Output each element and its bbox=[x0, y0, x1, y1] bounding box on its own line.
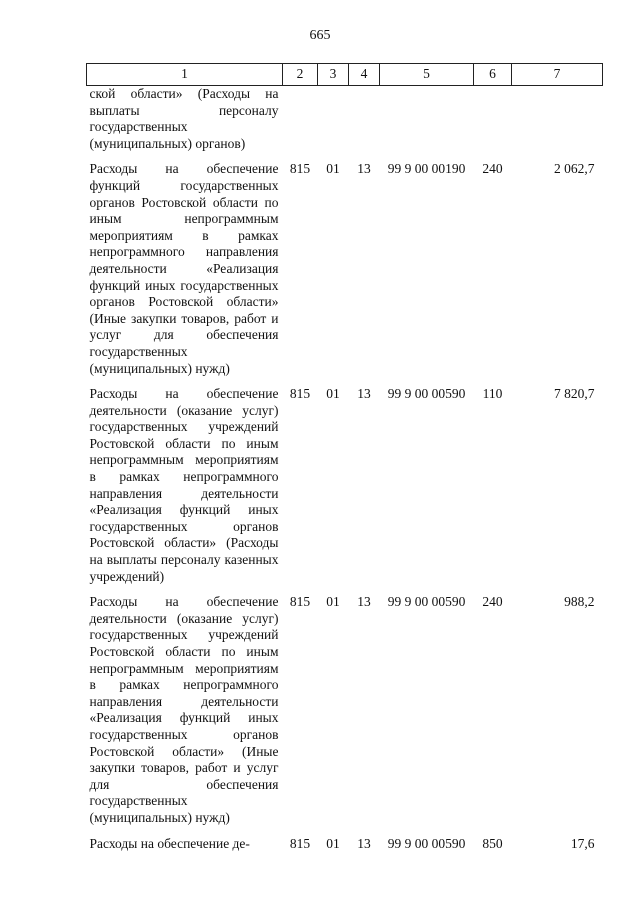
subsection-code: 13 bbox=[357, 594, 371, 610]
amount bbox=[512, 86, 603, 162]
target-article-code: 99 9 00 00590 bbox=[387, 594, 466, 610]
expense-type-code: 850 bbox=[482, 835, 503, 851]
expense-description: Расходы на обеспечение функций государственных органов Ростовской области по иным непрограммным мероприятиям в рамках непрограммного направления деятельности «Реализация функций иных государственных органов Ростовской области» (Иные закупки товаров, работ и услуг для обеспечения государственных (муниципальных) нужд) bbox=[89, 161, 279, 376]
ministry-code: 815 bbox=[289, 594, 311, 610]
subsection-code: 13 bbox=[357, 161, 371, 177]
expense-type-code: 110 bbox=[482, 386, 503, 402]
section-code: 01 bbox=[326, 161, 340, 177]
budget-table bbox=[86, 63, 603, 852]
amount: 2 062,7 bbox=[554, 161, 595, 177]
ministry-code: 815 bbox=[289, 835, 311, 851]
page-number: 665 bbox=[309, 28, 331, 43]
table-row bbox=[87, 86, 603, 162]
expense-description: Расходы на обеспечение де- bbox=[89, 835, 250, 851]
expense-description: Расходы на обеспечение деятельности (оказание услуг) государственных учреждений Ростовской области по иным непрограммным мероприятиям в рамках непрограммного направления деятельности «Реализация функций иных государственных органов Ростовской области» (Расходы на выплаты персоналу казенных учреждений) bbox=[89, 386, 279, 584]
expense-description: Расходы на обеспечение деятельности (оказание услуг) государственных учреждений Ростовской области по иным непрограммным мероприятиям в рамках непрограммного направления деятельности «Реализация функций иных государственных органов Ростовской области» (Иные закупки товаров, работ и услуг для обеспечения государственных (муниципальных) нужд) bbox=[89, 594, 279, 825]
subsection-code: 13 bbox=[357, 835, 371, 851]
subsection-code: 13 bbox=[357, 386, 371, 402]
target-article-code: 99 9 00 00590 bbox=[387, 386, 466, 402]
column-header-6: 6 bbox=[474, 64, 512, 86]
section-code: 01 bbox=[326, 386, 340, 402]
column-header-2: 2 bbox=[283, 64, 318, 86]
table-row bbox=[87, 594, 603, 835]
column-header-3: 3 bbox=[318, 64, 349, 86]
table-row bbox=[87, 161, 603, 386]
target-article-code: 99 9 00 00190 bbox=[387, 161, 466, 177]
section-code: 01 bbox=[326, 594, 340, 610]
target-article-code: 99 9 00 00590 bbox=[387, 835, 466, 851]
table-row bbox=[87, 836, 603, 853]
target-article-code bbox=[380, 86, 474, 162]
expense-type-code: 240 bbox=[482, 161, 503, 177]
column-header-1: 1 bbox=[87, 64, 283, 86]
ministry-code bbox=[283, 86, 318, 162]
subsection-code bbox=[349, 86, 380, 162]
expense-description: ской области» (Расходы на выплаты персоналу государственных (муниципальных) органов) bbox=[89, 86, 279, 151]
table-row bbox=[87, 386, 603, 594]
section-code bbox=[318, 86, 349, 162]
table-header-row bbox=[87, 64, 603, 86]
expense-type-code: 240 bbox=[482, 594, 503, 610]
column-header-4: 4 bbox=[349, 64, 380, 86]
amount: 17,6 bbox=[570, 835, 595, 851]
column-header-7: 7 bbox=[512, 64, 603, 86]
amount: 988,2 bbox=[564, 594, 595, 610]
expense-type-code bbox=[474, 86, 512, 162]
column-header-5: 5 bbox=[380, 64, 474, 86]
section-code: 01 bbox=[326, 835, 340, 851]
amount: 7 820,7 bbox=[554, 386, 595, 402]
ministry-code: 815 bbox=[289, 386, 311, 402]
ministry-code: 815 bbox=[289, 161, 311, 177]
